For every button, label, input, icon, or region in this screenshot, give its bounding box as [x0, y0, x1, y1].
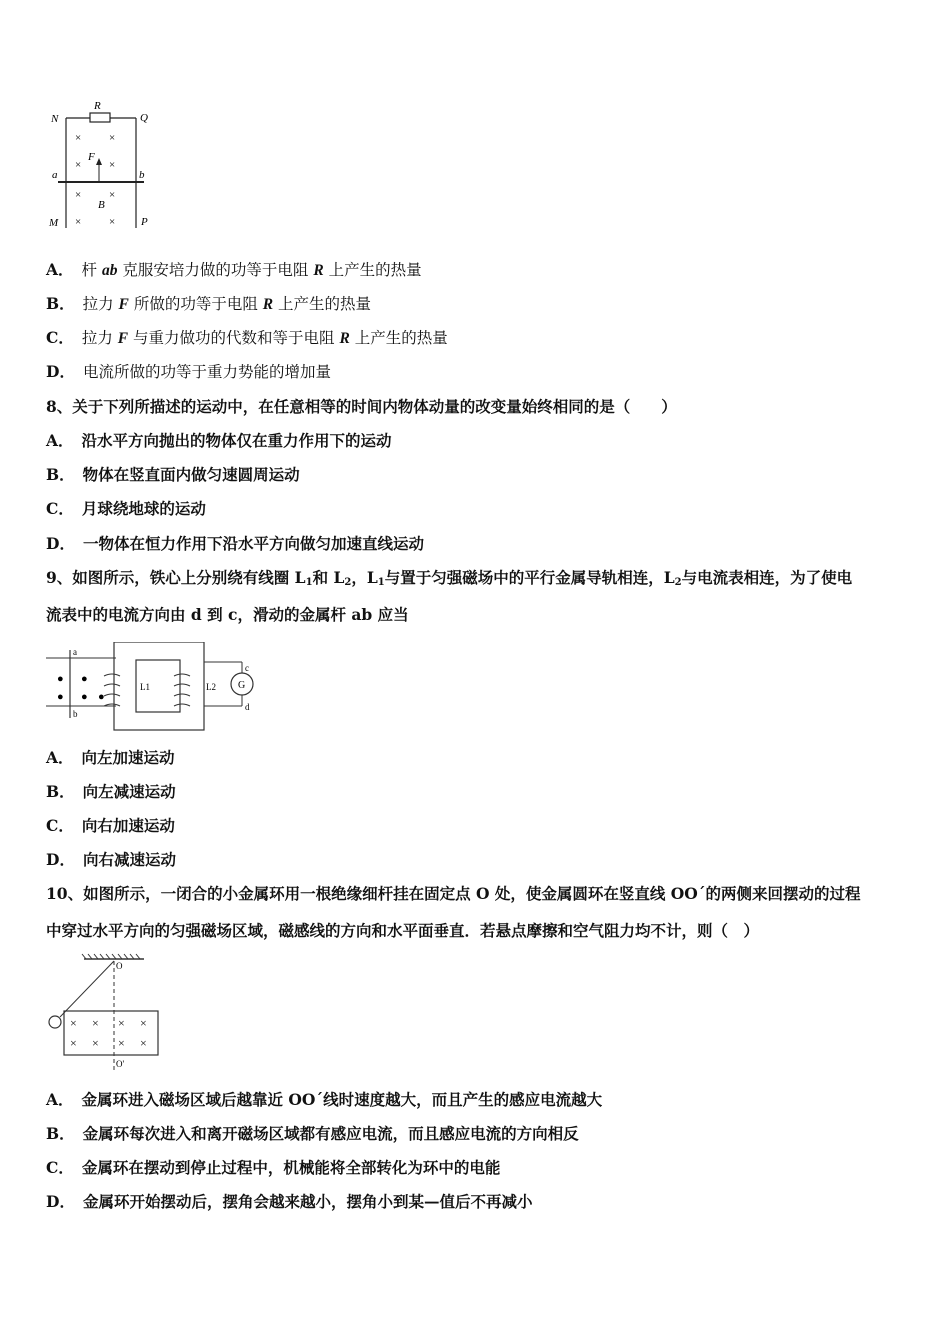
label-d: d: [245, 702, 250, 712]
q9-option-c: C． 向右加速运动: [46, 816, 175, 835]
q10-stem-line1: 10、如图所示，一闭合的小金属环用一根绝缘细杆挂在固定点 O 处，使金属圆环在竖直线 OO´的两侧来回摆动的过程: [46, 884, 861, 903]
label-a: a: [52, 169, 58, 181]
q7-option-b: B． 拉力 F 所做的功等于电阻 R 上产生的热量: [46, 294, 372, 313]
label-n: N: [51, 113, 59, 125]
field-cross: ×: [75, 216, 82, 228]
q9-option-a: A． 向左加速运动: [46, 748, 175, 767]
q8-option-d: D． 一物体在恒力作用下沿水平方向做匀加速直线运动: [46, 534, 424, 553]
field-cross: ×: [140, 1016, 147, 1030]
q9-figure: [46, 642, 266, 732]
field-cross: ×: [75, 132, 82, 144]
label-f: F: [88, 151, 95, 163]
resistor-r: [90, 113, 110, 122]
q7-option-d: D． 电流所做的功等于重力势能的增加量: [46, 362, 331, 381]
q9-option-d: D． 向右减速运动: [46, 850, 176, 869]
field-dot: ●: [57, 691, 64, 703]
field-cross: ×: [118, 1016, 125, 1030]
label-b: b: [73, 709, 78, 719]
label-b: b: [139, 169, 145, 181]
q10-option-a: A． 金属环进入磁场区域后越靠近 OO´线时速度越大，而且产生的感应电流越大: [46, 1090, 603, 1109]
label-p: P: [141, 216, 148, 228]
field-dot: ●: [81, 691, 88, 703]
label-a: a: [73, 647, 77, 657]
metal-ring-icon: [49, 1016, 61, 1028]
q10-option-d: D． 金属环开始摆动后，摆角会越来越小，摆角小到某—值后不再减小: [46, 1192, 533, 1211]
field-cross: ×: [92, 1036, 99, 1050]
q10-option-c: C． 金属环在摆动到停止过程中，机械能将全部转化为环中的电能: [46, 1158, 501, 1177]
field-cross: ×: [70, 1016, 77, 1030]
iron-core: [114, 642, 204, 730]
field-cross: ×: [75, 159, 82, 171]
q9-stem-line2: 流表中的电流方向由 d 到 c，滑动的金属杆 ab 应当: [46, 605, 409, 624]
q8-stem: 8、关于下列所描述的运动中，在任意相等的时间内物体动量的改变量始终相同的是（ ）: [46, 397, 677, 416]
label-l2: L2: [206, 682, 216, 692]
field-dot: ●: [57, 673, 64, 685]
label-r: R: [94, 100, 101, 112]
field-cross: ×: [109, 189, 116, 201]
field-cross: ×: [75, 189, 82, 201]
label-big-b: B: [98, 199, 105, 211]
q7-option-c: C． 拉力 F 与重力做功的代数和等于电阻 R 上产生的热量: [46, 328, 448, 347]
label-o: O: [116, 961, 123, 971]
field-dot: ●: [81, 673, 88, 685]
q9-option-b: B． 向左减速运动: [46, 782, 176, 801]
field-cross: ×: [70, 1036, 77, 1050]
label-o-prime: O': [116, 1059, 125, 1069]
q8-option-a: A． 沿水平方向抛出的物体仅在重力作用下的运动: [46, 431, 392, 450]
q10-option-b: B． 金属环每次进入和离开磁场区域都有感应电流，而且感应电流的方向相反: [46, 1124, 579, 1143]
field-dot: ●: [98, 691, 105, 703]
label-g: G: [238, 680, 246, 691]
q7-figure: [44, 98, 164, 233]
field-cross: ×: [109, 216, 116, 228]
q10-stem-line2: 中穿过水平方向的匀强磁场区域，磁感线的方向和水平面垂直．若悬点摩擦和空气阻力均不计，则（ ）: [46, 921, 760, 940]
q8-option-c: C． 月球绕地球的运动: [46, 499, 206, 518]
field-cross: ×: [109, 132, 116, 144]
q9-stem-line1: 9、如图所示，铁心上分别绕有线圈 $L_1$和 $L_2$，$L_1$与置于匀强磁场中的平行金属导轨相连，$L_2$与电流表相连，为了使电: [46, 568, 853, 588]
label-l1: L1: [140, 682, 150, 692]
q10-figure: [44, 953, 174, 1078]
field-cross: ×: [140, 1036, 147, 1050]
q7-option-a: A． 杆 ab 克服安培力做的功等于电阻 R 上产生的热量: [46, 260, 422, 279]
q8-option-b: B． 物体在竖直面内做匀速圆周运动: [46, 465, 300, 484]
field-cross: ×: [92, 1016, 99, 1030]
label-m: M: [49, 217, 59, 229]
label-q: Q: [140, 112, 148, 124]
field-cross: ×: [118, 1036, 125, 1050]
field-cross: ×: [109, 159, 116, 171]
label-c: c: [245, 663, 249, 673]
